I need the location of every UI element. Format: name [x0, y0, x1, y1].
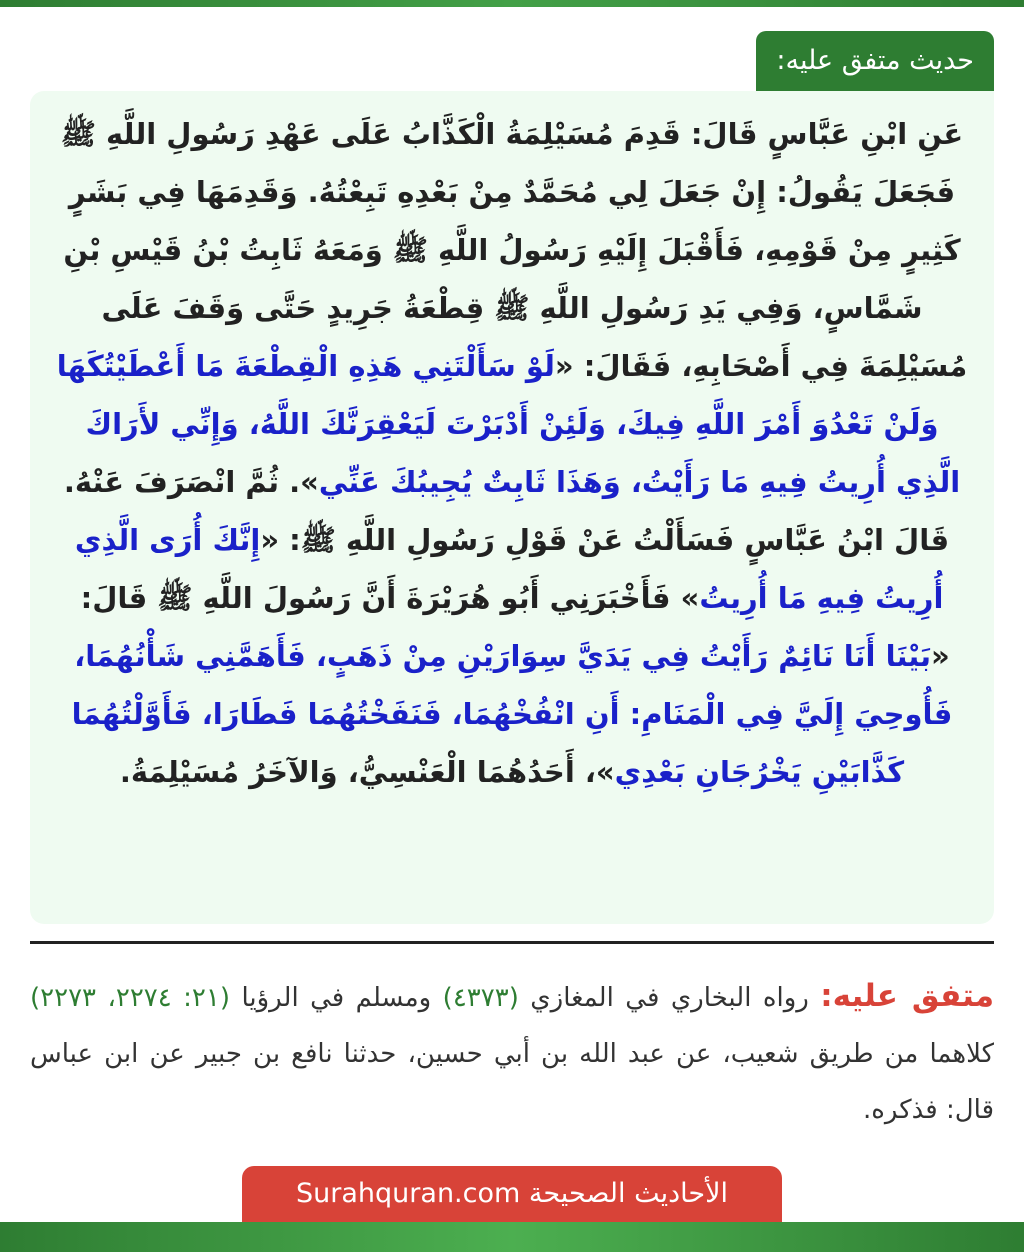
bottom-accent-bar [0, 1222, 1024, 1252]
prophet-quote-1: لَوْ سَأَلْتَنِي هَذِهِ الْقِطْعَةَ مَا أَعْطَيْتُكَهَا وَلَنْ تَعْدُوَ أَمْرَ اللَّهِ فِيكَ، وَلَئِنْ أَدْبَرْتَ لَيَعْقِرَنَّكَ اللَّهُ، وَإِنِّي لأَرَاكَ الَّذِي أُرِيتُ فِيهِ مَا رَأَيْتُ، وَهَذَا ثَابِتٌ يُجِيبُكَ عَنِّي [56, 349, 961, 499]
hadith-text-box [30, 91, 994, 924]
hadith-para2-intro: قَالَ ابْنُ عَبَّاسٍ فَسَأَلْتُ عَنْ قَوْلِ رَسُولِ اللَّهِ ﷺ: « [260, 523, 950, 557]
page-title: حديث متفق عليه: [756, 31, 994, 91]
bukhari-number: (٤٣٧٣) [442, 983, 519, 1013]
hadith-intro: عَنِ ابْنِ عَبَّاسٍ قَالَ: قَدِمَ مُسَيْلِمَةُ الْكَذَّابُ عَلَى عَهْدِ رَسُولِ اللَّهِ ﷺ فَجَعَلَ يَقُولُ: إِنْ جَعَلَ لِي مُحَمَّدٌ مِنْ بَعْدِهِ تَبِعْتُهُ. وَقَدِمَهَا فِي بَشَرٍ كَثِيرٍ مِنْ قَوْمِهِ، فَأَقْبَلَ إِلَيْهِ رَسُولُ اللَّهِ ﷺ وَمَعَهُ ثَابِتُ بْنُ قَيْسِ بْنِ شَمَّاسٍ، وَفِي يَدِ رَسُولِ اللَّهِ ﷺ قِطْعَةُ جَرِيدٍ حَتَّى وَقَفَ عَلَى مُسَيْلِمَةَ فِي أَصْحَابِهِ، فَقَالَ: « [60, 117, 968, 383]
source-citation [30, 968, 994, 1138]
brand-badge: الأحاديث الصحيحة Surahquran.com [242, 1166, 782, 1222]
hadith-end: »، أَحَدُهُمَا الْعَنْسِيُّ، وَالآخَرُ مُسَيْلِمَةُ. [119, 755, 615, 789]
prophet-quote-2: إِنَّكَ أُرَى الَّذِي أُرِيتُ فِيهِ مَا أُرِيتُ [74, 523, 944, 615]
prophet-quote-3: بَيْنَا أَنَا نَائِمٌ رَأَيْتُ فِي يَدَيَّ سِوَارَيْنِ مِنْ ذَهَبٍ، فَأَهَمَّنِي شَأْنُهُمَا، فَأُوحِيَ إِلَيَّ فِي الْمَنَامِ: أَنِ انْفُخْهُمَا، فَنَفَخْتُهُمَا فَطَارَا، فَأَوَّلْتُهُمَا كَذَّابَيْنِ يَخْرُجَانِ بَعْدِي [71, 639, 953, 789]
source-text-2: ومسلم في الرؤيا [230, 983, 443, 1013]
hadith-mid-2: » فَأَخْبَرَنِي أَبُو هُرَيْرَةَ أَنَّ رَسُولَ اللَّهِ ﷺ قَالَ: « [80, 581, 950, 673]
muslim-number: (٢١: ٢٢٧٤، ٢٢٧٣) [30, 983, 231, 1013]
hadith-paragraph-2 [52, 511, 972, 801]
source-label: متفق عليه: [820, 978, 995, 1014]
hadith-paragraph-1 [52, 105, 972, 511]
source-text-1: رواه البخاري في المغازي [518, 983, 821, 1013]
hadith-mid-1: ». ثُمَّ انْصَرَفَ عَنْهُ. [63, 465, 319, 499]
source-text-3: كلاهما من طريق شعيب، عن عبد الله بن أبي حسين، حدثنا نافع بن جبير عن ابن عباس قال: فذكره. [30, 1039, 994, 1125]
section-divider [30, 941, 994, 944]
top-accent-bar [0, 0, 1024, 7]
